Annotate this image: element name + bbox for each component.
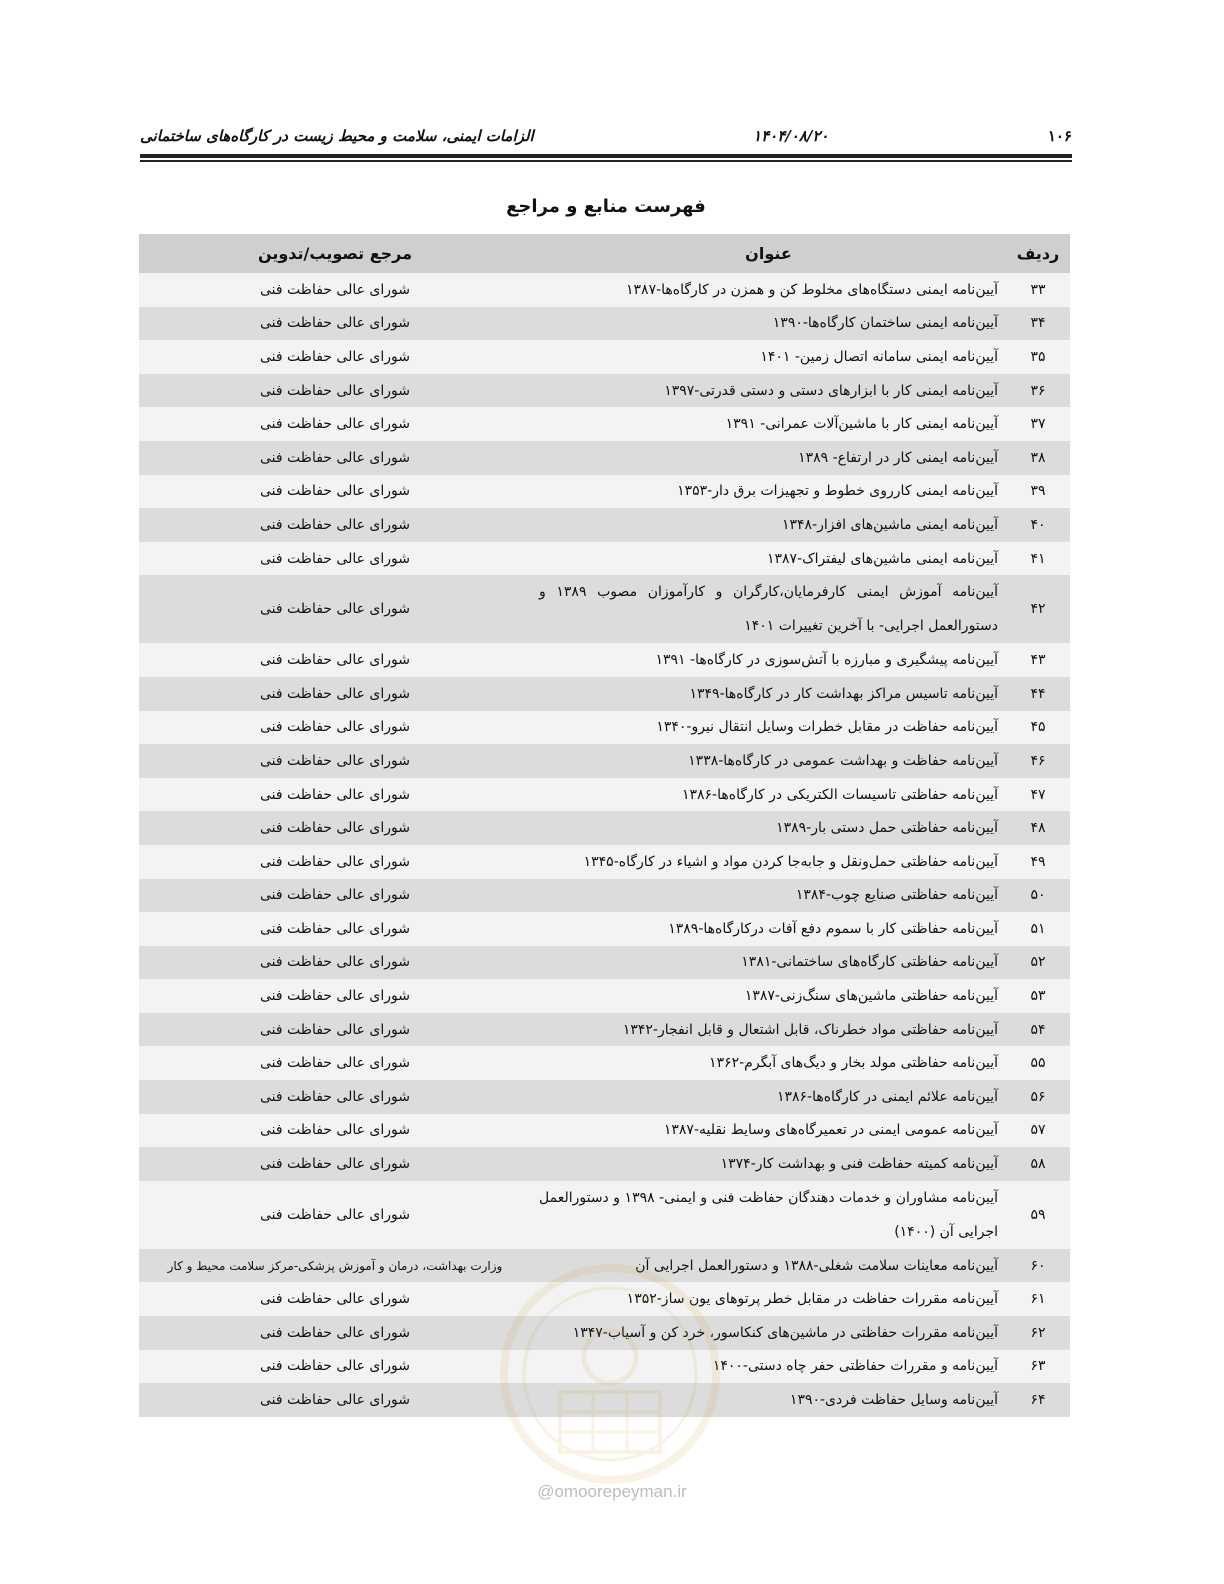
row-reference: شورای عالی حفاظت فنی bbox=[139, 307, 531, 341]
row-title: آیین‌نامه آموزش ایمنی کارفرمایان،کارگران و کارآموزان مصوب ۱۳۸۹ و دستورالعمل اجرایی- با آخرین تغییرات ۱۴۰۱ bbox=[531, 575, 1006, 643]
row-title: آیین‌نامه ایمنی کار با ماشین‌آلات عمرانی- ۱۳۹۱ bbox=[531, 407, 1006, 441]
row-number: ۶۴ bbox=[1006, 1383, 1070, 1417]
row-reference: شورای عالی حفاظت فنی bbox=[139, 778, 531, 812]
row-title: آیین‌نامه و مقررات حفاظتی حفر چاه دستی-۱۴۰۰ bbox=[531, 1350, 1006, 1384]
table-row bbox=[139, 1282, 1070, 1316]
row-number: ۵۵ bbox=[1006, 1046, 1070, 1080]
row-reference: شورای عالی حفاظت فنی bbox=[139, 1181, 531, 1249]
table-row bbox=[139, 912, 1070, 946]
row-title: آیین‌نامه ایمنی ماشین‌های لیفتراک-۱۳۸۷ bbox=[531, 542, 1006, 576]
row-number: ۶۰ bbox=[1006, 1249, 1070, 1283]
row-number: ۴۲ bbox=[1006, 575, 1070, 643]
row-number: ۶۱ bbox=[1006, 1282, 1070, 1316]
row-number: ۵۶ bbox=[1006, 1080, 1070, 1114]
row-title: آیین‌نامه مقررات حفاظتی در ماشین‌های کنکاسور، خرد کن و آسیاب-۱۳۴۷ bbox=[531, 1316, 1006, 1350]
row-title: آیین‌نامه حفاظتی صنایع چوب-۱۳۸۴ bbox=[531, 879, 1006, 913]
row-number: ۶۳ bbox=[1006, 1350, 1070, 1384]
table-row bbox=[139, 307, 1070, 341]
table-row bbox=[139, 407, 1070, 441]
row-title: آیین‌نامه ایمنی دستگاه‌های مخلوط کن و همزن در کارگاه‌ها-۱۳۸۷ bbox=[531, 273, 1006, 307]
row-title: آیین‌نامه ایمنی ماشین‌های افزار-۱۳۴۸ bbox=[531, 508, 1006, 542]
row-number: ۴۴ bbox=[1006, 677, 1070, 711]
table-row bbox=[139, 542, 1070, 576]
row-number: ۶۲ bbox=[1006, 1316, 1070, 1350]
table-row bbox=[139, 643, 1070, 677]
row-reference: شورای عالی حفاظت فنی bbox=[139, 1114, 531, 1148]
row-reference: شورای عالی حفاظت فنی bbox=[139, 340, 531, 374]
row-reference: شورای عالی حفاظت فنی bbox=[139, 575, 531, 643]
row-reference: شورای عالی حفاظت فنی bbox=[139, 912, 531, 946]
row-title: آیین‌نامه ایمنی کارروی خطوط و تجهیزات برق دار-۱۳۵۳ bbox=[531, 475, 1006, 509]
row-title: آیین‌نامه ایمنی سامانه اتصال زمین- ۱۴۰۱ bbox=[531, 340, 1006, 374]
row-title: آیین‌نامه کمیته حفاظت فنی و بهداشت کار-۱۳۷۴ bbox=[531, 1147, 1006, 1181]
row-reference: شورای عالی حفاظت فنی bbox=[139, 1316, 531, 1350]
table-row bbox=[139, 441, 1070, 475]
row-reference: شورای عالی حفاظت فنی bbox=[139, 879, 531, 913]
table-row bbox=[139, 1316, 1070, 1350]
row-title: آیین‌نامه مشاوران و خدمات دهندگان حفاظت فنی و ایمنی- ۱۳۹۸ و دستورالعمل اجرایی آن (۱۴۰۰) bbox=[531, 1181, 1006, 1249]
row-number: ۳۷ bbox=[1006, 407, 1070, 441]
table-row bbox=[139, 711, 1070, 745]
table-row bbox=[139, 1383, 1070, 1417]
table-row bbox=[139, 340, 1070, 374]
table-row bbox=[139, 879, 1070, 913]
row-number: ۳۵ bbox=[1006, 340, 1070, 374]
table-row bbox=[139, 1147, 1070, 1181]
table-row bbox=[139, 845, 1070, 879]
row-title: آیین‌نامه علائم ایمنی در کارگاه‌ها-۱۳۸۶ bbox=[531, 1080, 1006, 1114]
row-title: آیین‌نامه حفاظتی حمل دستی بار-۱۳۸۹ bbox=[531, 811, 1006, 845]
row-reference: شورای عالی حفاظت فنی bbox=[139, 273, 531, 307]
table-row bbox=[139, 1181, 1070, 1249]
table-row bbox=[139, 1249, 1070, 1283]
row-title: آیین‌نامه ایمنی کار در ارتفاع- ۱۳۸۹ bbox=[531, 441, 1006, 475]
row-reference: شورای عالی حفاظت فنی bbox=[139, 811, 531, 845]
row-reference: شورای عالی حفاظت فنی bbox=[139, 946, 531, 980]
row-title: آیین‌نامه معاینات سلامت شغلی-۱۳۸۸ و دستورالعمل اجرایی آن bbox=[531, 1249, 1006, 1283]
row-reference: شورای عالی حفاظت فنی bbox=[139, 1046, 531, 1080]
row-number: ۴۹ bbox=[1006, 845, 1070, 879]
table-row bbox=[139, 677, 1070, 711]
header-rule-thick bbox=[140, 154, 1072, 158]
row-title: آیین‌نامه حفاظتی مولد بخار و دیگ‌های آبگرم-۱۳۶۲ bbox=[531, 1046, 1006, 1080]
row-number: ۵۳ bbox=[1006, 979, 1070, 1013]
row-number: ۵۷ bbox=[1006, 1114, 1070, 1148]
row-reference: شورای عالی حفاظت فنی bbox=[139, 1282, 531, 1316]
row-reference: شورای عالی حفاظت فنی bbox=[139, 643, 531, 677]
row-title: آیین‌نامه حفاظتی کارگاه‌های ساختمانی-۱۳۸۱ bbox=[531, 946, 1006, 980]
table-row bbox=[139, 1080, 1070, 1114]
table-row bbox=[139, 811, 1070, 845]
header-ref: مرجع تصویب/تدوین bbox=[139, 234, 531, 273]
row-number: ۴۳ bbox=[1006, 643, 1070, 677]
row-title: آیین‌نامه تاسیس مراکز بهداشت کار در کارگاه‌ها-۱۳۴۹ bbox=[531, 677, 1006, 711]
row-number: ۴۵ bbox=[1006, 711, 1070, 745]
header-num: ردیف bbox=[1006, 234, 1070, 273]
row-reference: شورای عالی حفاظت فنی bbox=[139, 744, 531, 778]
row-title: آیین‌نامه حفاظتی مواد خطرناک، قابل اشتعال و قابل انفجار-۱۳۴۲ bbox=[531, 1013, 1006, 1047]
row-reference: شورای عالی حفاظت فنی bbox=[139, 677, 531, 711]
row-reference: شورای عالی حفاظت فنی bbox=[139, 508, 531, 542]
row-number: ۳۳ bbox=[1006, 273, 1070, 307]
table-row bbox=[139, 1046, 1070, 1080]
row-title: آیین‌نامه حفاظت و بهداشت عمومی در کارگاه‌ها-۱۳۳۸ bbox=[531, 744, 1006, 778]
row-number: ۵۰ bbox=[1006, 879, 1070, 913]
header-date: ۱۴۰۴/۰۸/۲۰ bbox=[753, 127, 829, 145]
table-row bbox=[139, 273, 1070, 307]
row-number: ۵۸ bbox=[1006, 1147, 1070, 1181]
row-number: ۳۴ bbox=[1006, 307, 1070, 341]
row-reference: شورای عالی حفاظت فنی bbox=[139, 1147, 531, 1181]
row-number: ۳۹ bbox=[1006, 475, 1070, 509]
references-table bbox=[139, 234, 1070, 1417]
table-row bbox=[139, 979, 1070, 1013]
row-reference: شورای عالی حفاظت فنی bbox=[139, 979, 531, 1013]
row-reference: شورای عالی حفاظت فنی bbox=[139, 407, 531, 441]
table-row bbox=[139, 778, 1070, 812]
document-title: الزامات ایمنی، سلامت و محیط زیست در کارگاه‌های ساختمانی bbox=[140, 127, 534, 145]
row-reference: شورای عالی حفاظت فنی bbox=[139, 542, 531, 576]
row-reference: وزارت بهداشت، درمان و آموزش پزشکی-مرکز سلامت محیط و کار bbox=[139, 1249, 531, 1283]
table-row bbox=[139, 475, 1070, 509]
table-row bbox=[139, 374, 1070, 408]
watermark-site: @omoorepeyman.ir bbox=[537, 1482, 687, 1501]
row-reference: شورای عالی حفاظت فنی bbox=[139, 1383, 531, 1417]
row-number: ۵۱ bbox=[1006, 912, 1070, 946]
header-title: عنوان bbox=[531, 234, 1006, 273]
row-title: آیین‌نامه حفاظت در مقابل خطرات وسایل انتقال نیرو-۱۳۴۰ bbox=[531, 711, 1006, 745]
row-number: ۴۰ bbox=[1006, 508, 1070, 542]
table-row bbox=[139, 1350, 1070, 1384]
row-title: آیین‌نامه وسایل حفاظت فردی-۱۳۹۰ bbox=[531, 1383, 1006, 1417]
row-number: ۳۸ bbox=[1006, 441, 1070, 475]
row-reference: شورای عالی حفاظت فنی bbox=[139, 845, 531, 879]
row-number: ۵۲ bbox=[1006, 946, 1070, 980]
row-title: آیین‌نامه ایمنی کار با ابزارهای دستی و دستی قدرتی-۱۳۹۷ bbox=[531, 374, 1006, 408]
section-title: فهرست منابع و مراجع bbox=[506, 196, 706, 217]
row-reference: شورای عالی حفاظت فنی bbox=[139, 475, 531, 509]
row-number: ۳۶ bbox=[1006, 374, 1070, 408]
row-reference: شورای عالی حفاظت فنی bbox=[139, 1080, 531, 1114]
page-number: ۱۰۶ bbox=[1047, 127, 1072, 145]
row-number: ۴۶ bbox=[1006, 744, 1070, 778]
table-row bbox=[139, 508, 1070, 542]
row-title: آیین‌نامه پیشگیری و مبارزه با آتش‌سوزی در کارگاه‌ها- ۱۳۹۱ bbox=[531, 643, 1006, 677]
row-reference: شورای عالی حفاظت فنی bbox=[139, 374, 531, 408]
row-title: آیین‌نامه مقررات حفاظت در مقابل خطر پرتوهای یون ساز-۱۳۵۲ bbox=[531, 1282, 1006, 1316]
table-row bbox=[139, 744, 1070, 778]
row-number: ۵۹ bbox=[1006, 1181, 1070, 1249]
row-reference: شورای عالی حفاظت فنی bbox=[139, 441, 531, 475]
row-number: ۴۸ bbox=[1006, 811, 1070, 845]
row-title: آیین‌نامه ایمنی ساختمان کارگاه‌ها-۱۳۹۰ bbox=[531, 307, 1006, 341]
table-row bbox=[139, 1013, 1070, 1047]
row-number: ۴۱ bbox=[1006, 542, 1070, 576]
row-title: آیین‌نامه عمومی ایمنی در تعمیرگاه‌های وسایط نقلیه-۱۳۸۷ bbox=[531, 1114, 1006, 1148]
header-rule-thin bbox=[140, 160, 1072, 162]
row-title: آیین‌نامه حفاظتی ماشین‌های سنگ‌زنی-۱۳۸۷ bbox=[531, 979, 1006, 1013]
page-header bbox=[140, 124, 1072, 148]
table-row bbox=[139, 1114, 1070, 1148]
row-number: ۵۴ bbox=[1006, 1013, 1070, 1047]
row-title: آیین‌نامه حفاظتی تاسیسات الکتریکی در کارگاه‌ها-۱۳۸۶ bbox=[531, 778, 1006, 812]
row-number: ۴۷ bbox=[1006, 778, 1070, 812]
table-row bbox=[139, 575, 1070, 643]
row-title: آیین‌نامه حفاظتی حمل‌ونقل و جابه‌جا کردن مواد و اشیاء در کارگاه-۱۳۴۵ bbox=[531, 845, 1006, 879]
row-reference: شورای عالی حفاظت فنی bbox=[139, 1013, 531, 1047]
table-row bbox=[139, 946, 1070, 980]
row-reference: شورای عالی حفاظت فنی bbox=[139, 711, 531, 745]
table-header-row bbox=[139, 234, 1070, 273]
row-reference: شورای عالی حفاظت فنی bbox=[139, 1350, 531, 1384]
row-title: آیین‌نامه حفاظتی کار با سموم دفع آفات درکارگاه‌ها-۱۳۸۹ bbox=[531, 912, 1006, 946]
